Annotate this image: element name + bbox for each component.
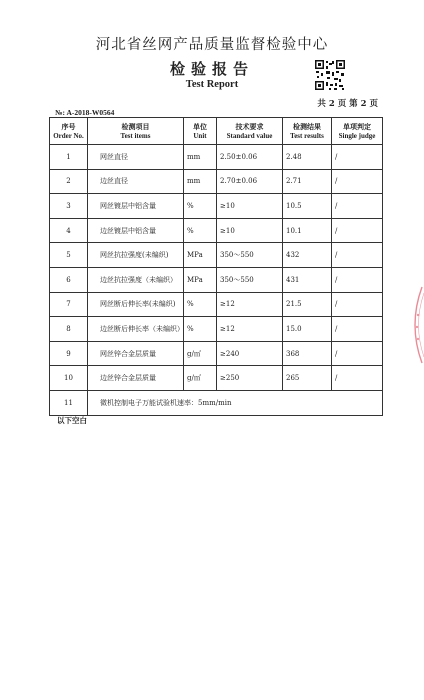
cell-order: 6 xyxy=(50,267,88,292)
table-row xyxy=(50,366,383,391)
table-row xyxy=(50,317,383,342)
cell-unit: mm xyxy=(184,145,217,170)
cell-order: 7 xyxy=(50,292,88,317)
cell-result: 10.1 xyxy=(283,218,332,243)
blank-below-note: 以下空白 xyxy=(57,416,87,425)
table-row xyxy=(50,145,383,170)
cell-order: 10 xyxy=(50,366,88,391)
cell-judge: / xyxy=(332,243,383,268)
organization-name: 河北省丝网产品质量监督检验中心 xyxy=(95,37,329,53)
table-header-row xyxy=(50,118,383,145)
cell-order: 2 xyxy=(50,169,88,194)
column-header-unit: 单位 Unit xyxy=(184,118,217,145)
cell-item: 网丝抗拉强度(未编织) xyxy=(88,243,184,268)
cell-result: 2.48 xyxy=(283,145,332,170)
table-row xyxy=(50,218,383,243)
column-header-item: 检测项目 Test items xyxy=(88,118,184,145)
cell-order: 11 xyxy=(50,390,88,415)
report-number: №: A-2018-W0564 xyxy=(55,108,115,117)
cell-item: 边丝锌合金层质量 xyxy=(88,366,184,391)
cell-standard: 2.50±0.06 xyxy=(217,145,283,170)
cell-judge: / xyxy=(332,267,383,292)
cell-standard: ≥12 xyxy=(217,292,283,317)
table-row xyxy=(50,243,383,268)
cell-standard: 350～550 xyxy=(217,267,283,292)
cell-judge: / xyxy=(332,317,383,342)
test-results-table xyxy=(49,117,383,416)
cell-order: 3 xyxy=(50,194,88,219)
cell-order: 5 xyxy=(50,243,88,268)
cell-item: 边丝抗拉强度（未编织） xyxy=(88,267,184,292)
cell-order: 1 xyxy=(50,145,88,170)
red-seal-stamp xyxy=(404,285,424,365)
cell-result: 265 xyxy=(283,366,332,391)
cell-standard: ≥10 xyxy=(217,218,283,243)
cell-unit: % xyxy=(184,317,217,342)
cell-judge: / xyxy=(332,341,383,366)
cell-result: 21.5 xyxy=(283,292,332,317)
cell-item: 网丝锌合金层质量 xyxy=(88,341,184,366)
cell-result: 15.0 xyxy=(283,317,332,342)
report-title-en: Test Report xyxy=(185,79,239,90)
cell-item: 边丝镀层中铝含量 xyxy=(88,218,184,243)
table-row xyxy=(50,267,383,292)
cell-unit: g/㎡ xyxy=(184,366,217,391)
cell-note: 微机控制电子万能试验机速率：5mm/min xyxy=(88,390,383,415)
report-title-cn: 检验报告 xyxy=(169,60,254,78)
cell-unit: % xyxy=(184,194,217,219)
cell-judge: / xyxy=(332,292,383,317)
table-row xyxy=(50,169,383,194)
column-header-standard: 技术要求 Standard value xyxy=(217,118,283,145)
cell-result: 431 xyxy=(283,267,332,292)
cell-item: 边丝直径 xyxy=(88,169,184,194)
table-row-note xyxy=(50,390,383,415)
cell-judge: / xyxy=(332,169,383,194)
cell-unit: % xyxy=(184,292,217,317)
cell-standard: 350～550 xyxy=(217,243,283,268)
cell-judge: / xyxy=(332,218,383,243)
cell-standard: ≥12 xyxy=(217,317,283,342)
column-header-result: 检测结果 Test results xyxy=(283,118,332,145)
cell-standard: ≥240 xyxy=(217,341,283,366)
cell-result: 368 xyxy=(283,341,332,366)
column-header-judge: 单项判定 Single judge xyxy=(332,118,383,145)
cell-order: 4 xyxy=(50,218,88,243)
cell-result: 432 xyxy=(283,243,332,268)
cell-judge: / xyxy=(332,194,383,219)
qr-code-icon xyxy=(314,59,346,91)
cell-item: 网丝断后伸长率(未编织) xyxy=(88,292,184,317)
cell-standard: 2.70±0.06 xyxy=(217,169,283,194)
cell-unit: mm xyxy=(184,169,217,194)
cell-order: 8 xyxy=(50,317,88,342)
table-row xyxy=(50,292,383,317)
column-header-order: 序号 Order No. xyxy=(50,118,88,145)
cell-unit: % xyxy=(184,218,217,243)
table-row xyxy=(50,341,383,366)
cell-order: 9 xyxy=(50,341,88,366)
cell-unit: g/㎡ xyxy=(184,341,217,366)
table-row xyxy=(50,194,383,219)
cell-item: 网丝直径 xyxy=(88,145,184,170)
cell-judge: / xyxy=(332,145,383,170)
page-info: 共 2 页 第 2 页 xyxy=(317,99,378,109)
cell-unit: MPa xyxy=(184,267,217,292)
cell-judge: / xyxy=(332,366,383,391)
cell-result: 10.5 xyxy=(283,194,332,219)
cell-unit: MPa xyxy=(184,243,217,268)
cell-result: 2.71 xyxy=(283,169,332,194)
cell-standard: ≥10 xyxy=(217,194,283,219)
cell-item: 网丝镀层中铝含量 xyxy=(88,194,184,219)
cell-item: 边丝断后伸长率（未编织） xyxy=(88,317,184,342)
cell-standard: ≥250 xyxy=(217,366,283,391)
